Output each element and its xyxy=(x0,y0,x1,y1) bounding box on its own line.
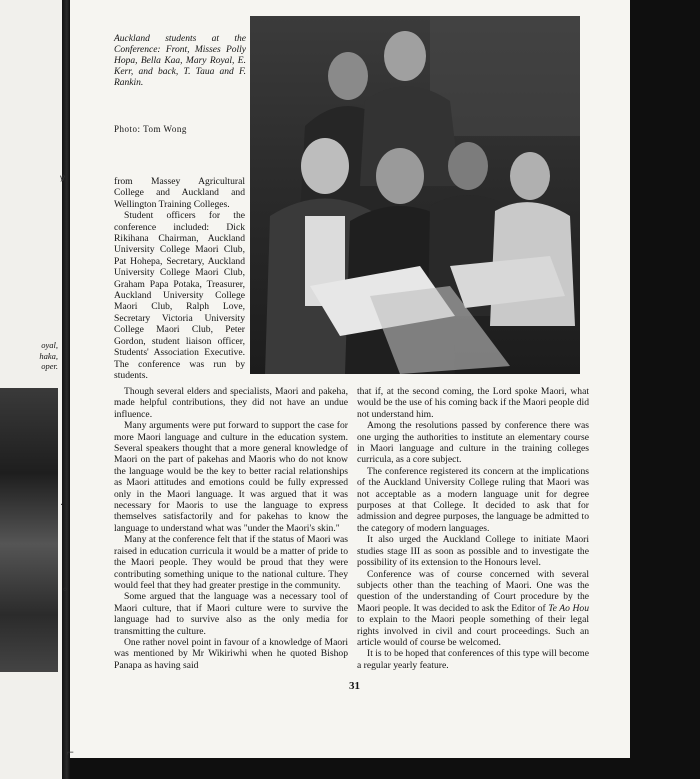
paragraph: The conference registered its concern at the implications of the Auckland University College ruling that Maori was not acceptable as a modern language unit for degree purposes at that College. It decided to ask that for admission and degree purposes, the language be admitted to the category of modern languages. xyxy=(357,465,589,534)
article-column-narrow xyxy=(114,176,245,381)
text-run: Conference was of course concerned with several subjects other than the teaching of Maori. One was the question of the understanding of Court procedure by the Maori people. It was decided to ask the Editor of xyxy=(357,568,589,614)
publication-title: Te Ao Hou xyxy=(548,602,589,614)
previous-page-edge xyxy=(0,0,62,779)
paragraph: from Massey Agricultural College and Auckland and Wellington Training Colleges. xyxy=(114,176,245,210)
scan-background-right xyxy=(630,0,700,779)
paragraph: It also urged the Auckland College to initiate Maori studies stage III as soon as possible and to investigate the possibility of its extension to the Honours level. xyxy=(357,534,589,569)
binding-mark: · xyxy=(60,500,64,511)
page-number: 31 xyxy=(349,680,360,692)
scan-background-bottom xyxy=(70,758,630,779)
paragraph: that if, at the second coming, the Lord spoke Maori, what would be the use of his coming back if the Maori people did not understand him. xyxy=(357,386,589,420)
paragraph: Student officers for the conference included: Dick Rikihana Chairman, Auckland University College Maori Club, Pat Hohepa, Secretary, Auckland University College Maori Club, Graham Papa Potaka, Treasurer, Auckland University College Maori Club, Ralph Love, Secretary Victoria University College Maori Club, Peter Gordon, student liaison officer, Students' Association Executive. The conference was run by students. xyxy=(114,210,245,381)
article-column-right xyxy=(357,386,589,671)
book-gutter xyxy=(62,0,70,779)
paragraph: Some argued that the language was a necessary tool of Maori culture, that if Maori culture were to survive the language had to survive also as the only media for transmitting the culture. xyxy=(114,591,348,637)
paragraph: It is to be hoped that conferences of this type will become a regular yearly feature. xyxy=(357,648,589,671)
photo-credit: Photo: Tom Wong xyxy=(114,124,187,134)
group-photo xyxy=(250,16,580,374)
paragraph: Many at the conference felt that if the status of Maori was raised in education curricula it would be a matter of pride to the Maori people. They would be proud that they were contributing something unique to the national culture. They would feel that they had greater prestige in the community. xyxy=(114,534,348,591)
photo-caption: Auckland students at the Conference: Front, Misses Polly Hopa, Bella Kaa, Mary Royal, E. Kerr, and back, T. Taua and F. Rankin. xyxy=(114,34,246,88)
paragraph: Though several elders and specialists, Maori and pakeha, made helpful contributions, they did not have an undue influence. xyxy=(114,386,348,420)
binding-mark: ◦ xyxy=(62,585,68,596)
binding-mark: ꝟ xyxy=(60,173,66,184)
previous-page-caption-fragment: oyal, haka, oper. xyxy=(39,340,58,371)
text-run: to explain to the Maori people something of their legal rights involved in civil and court proceedings. Such an article would of course be welcomed. xyxy=(357,614,589,648)
article-column-left xyxy=(114,386,348,671)
binding-mark: ⌐ xyxy=(66,748,75,759)
paragraph: Among the resolutions passed by conference there was one urging the authorities to institute an elementary course in Maori language and culture in the training colleges curricula, as a core subject. xyxy=(357,420,589,466)
paragraph: One rather novel point in favour of a knowledge of Maori was mentioned by Mr Wikiriwhi when he quoted Bishop Panapa as having said xyxy=(114,636,348,671)
paragraph: Many arguments were put forward to support the case for more Maori language and culture in the education system. Several speakers thought that a more general knowledge of Maori on the part of pakehas and Maoris who do not know the language would be the key to better racial relationships as Maori attitudes and emotions could be fully expressed only in the Maori language. It was argued that it was necessary for Maoris to use the language to express themselves satisfactorily and for pakehas to know the language to understand what was "under the Maori's skin." xyxy=(114,420,348,534)
paragraph xyxy=(357,569,589,649)
previous-page-photo xyxy=(0,388,58,672)
